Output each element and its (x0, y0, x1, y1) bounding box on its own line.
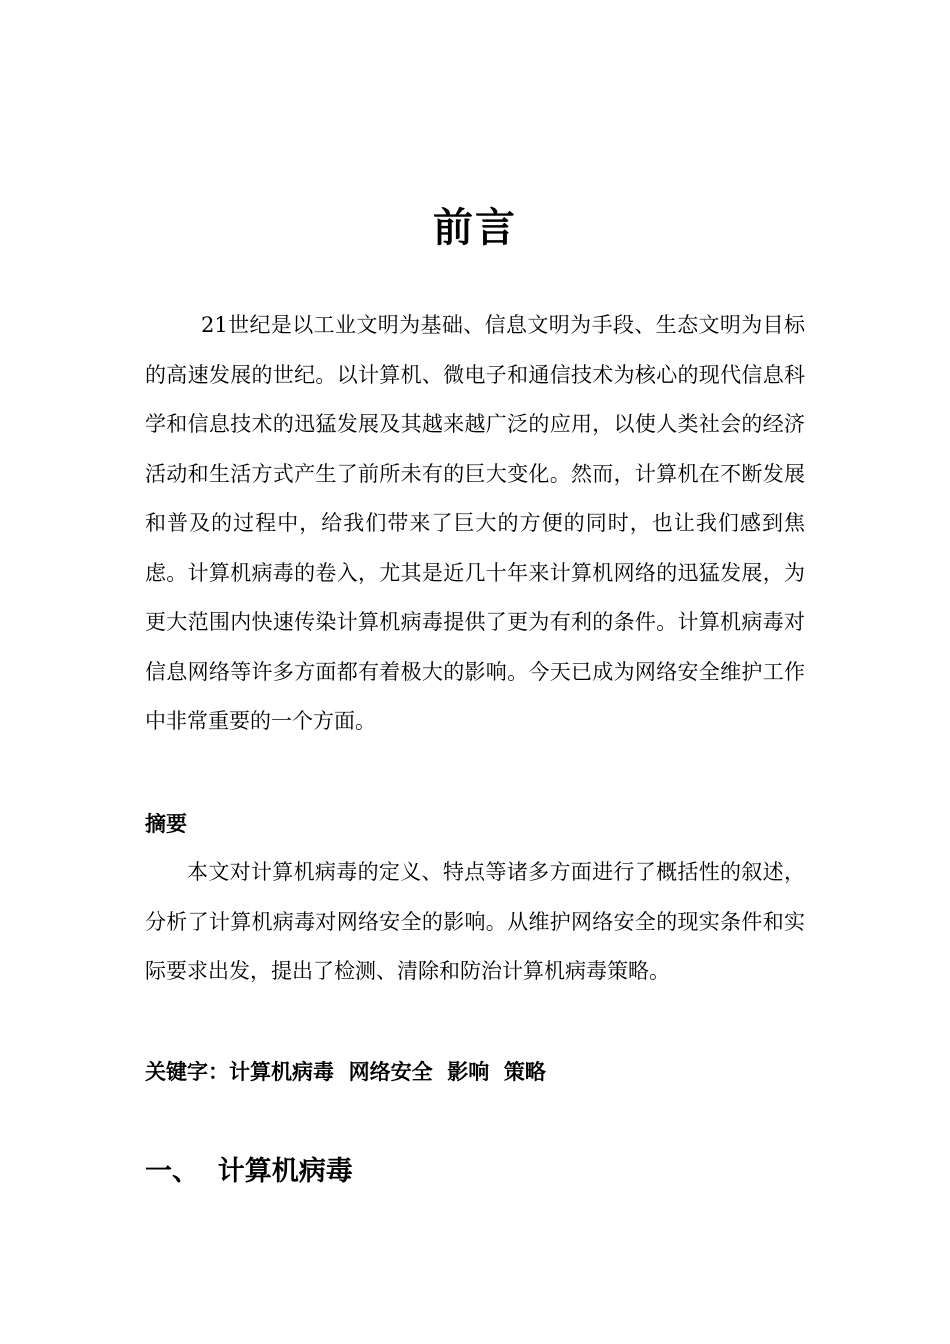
abstract-heading: 摘要 (145, 812, 187, 836)
abstract-paragraph: 本文对计算机病毒的定义、特点等诸多方面进行了概括性的叙述，分析了计算机病毒对网络安全的影响。从维护网络安全的现实条件和实际要求出发，提出了检测、清除和防治计算机病毒策略。 (145, 860, 805, 983)
section-heading: 一、 计算机病毒 (145, 1156, 353, 1187)
keywords-line: 关键字：计算机病毒 网络安全 影响 策略 (145, 1060, 546, 1084)
page-title: 前言 (433, 205, 517, 251)
intro-paragraph: 21世纪是以工业文明为基础、信息文明为手段、生态文明为目标的高速发展的世纪。以计算机、微电子和通信技术为核心的现代信息科学和信息技术的迅猛发展及其越来越广泛的应用，以使人类社会的经济活动和生活方式产生了前所未有的巨大变化。然而，计算机在不断发展和普及的过程中，给我们带来了巨大的方便的同时，也让我们感到焦虑。计算机病毒的卷入，尤其是近几十年来计算机网络的迅猛发展，为更大范围内快速传染计算机病毒提供了更为有利的条件。计算机病毒对信息网络等许多方面都有着极大的影响。今天已成为网络安全维护工作中非常重要的一个方面。 (145, 313, 805, 733)
